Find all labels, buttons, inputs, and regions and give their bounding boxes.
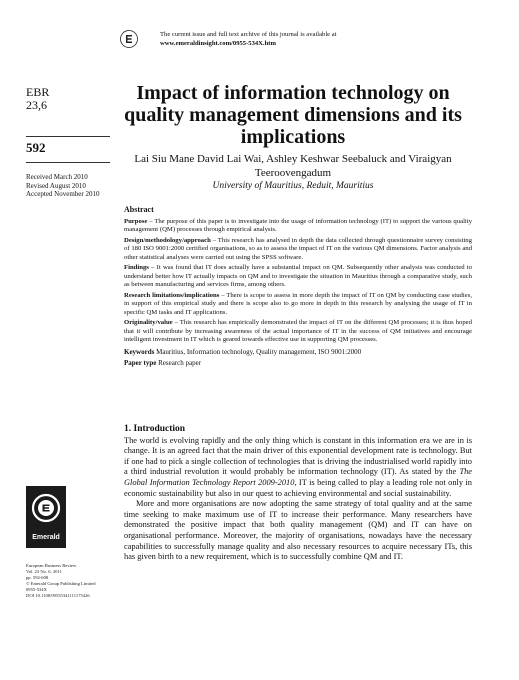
design-text: – This research has analysed in depth the data collected through questionnaire survey consisting of 180 ISO 9001:2000 certified organisations, so as to assess the impact of IT on the various QM dimensions. Factor analysis and other statistical analyses were carried out using the SPSS software. xyxy=(124,236,472,261)
journal-banner xyxy=(120,30,420,52)
abstract-findings xyxy=(124,264,472,290)
banner-text: The current issue and full text archive of this journal is available at xyxy=(160,31,337,38)
emerald-logo xyxy=(26,486,66,548)
affiliation: University of Mauritius, Reduit, Mauritius xyxy=(212,181,374,191)
issn: 0955-534X xyxy=(26,587,47,592)
citation-footer xyxy=(26,563,121,599)
copyright: © Emerald Group Publishing Limited xyxy=(26,581,96,586)
abstract-limitations xyxy=(124,292,472,318)
paper-type-text: Research paper xyxy=(156,359,202,367)
page-number: 592 xyxy=(26,140,46,155)
emerald-logo-text: Emerald xyxy=(32,534,60,541)
authors: Lai Siu Mane David Lai Wai, Ashley Keshwar Seebaluck and Viraigyan Teeroovengadum xyxy=(134,153,452,179)
findings-text: – It was found that IT does actually have a substantial impact on QM. Subsequently other analysis was conducted to understand better how IT actually impacts on QM and to investigate the situation in Mauritius through a comparative study, such as between manufacturing and services firms, among others. xyxy=(124,264,472,288)
paper-type xyxy=(124,359,472,368)
intro-paragraph-1 xyxy=(124,436,472,500)
intro-p1-text-cont: , IT is being called to play a leading role not only in economic sustainability but also in our quest to achieving environmental and social sustainability. xyxy=(124,477,472,498)
keywords-text: Mauritius, Information technology, Quality management, ISO 9001:2000 xyxy=(154,347,362,356)
doi[interactable]: DOI 10.1108/09555341111175426 xyxy=(26,593,90,598)
emerald-small-logo-icon xyxy=(120,30,138,48)
purpose-label: Purpose xyxy=(124,217,148,225)
abstract-design xyxy=(124,237,472,263)
limitations-label: Research limitations/implications xyxy=(124,291,220,299)
page-range: pp. 592-608 xyxy=(26,575,49,580)
intro-p1-text: The world is evolving rapidly and the only thing which is constant in this information era we are in is change. It is an agreed fact that the main driver of this exponential development rate is technology. But if one had to pick a single collection of technologies that is driving the industrialised world rapidly into a third industrial revolution it would probably be information technology (IT). As stated by the xyxy=(124,435,472,477)
paper-type-label: Paper type xyxy=(124,359,157,367)
journal-abbrev: EBR xyxy=(26,85,50,99)
revised-date: Revised August 2010 xyxy=(26,181,86,190)
divider xyxy=(26,136,110,137)
abstract xyxy=(124,206,472,370)
findings-label: Findings xyxy=(124,264,149,271)
design-label: Design/methodology/approach xyxy=(124,236,211,244)
keywords-label: Keywords xyxy=(124,347,155,356)
banner-url[interactable]: www.emeraldinsight.com/0955-534X.htm xyxy=(160,40,276,47)
purpose-text: – The purpose of this paper is to investigate into the usage of information technology (IT) to support the various quality management (QM) processes through empirical analysis. xyxy=(124,217,472,233)
originality-label: Originality/value xyxy=(124,319,173,326)
divider xyxy=(26,162,110,163)
paper-title: Impact of information technology on quality management dimensions and its implications xyxy=(124,82,462,148)
abstract-originality xyxy=(124,319,472,345)
introduction-section xyxy=(124,424,472,563)
report-title: The Global Information Technology Report 2009-2010 xyxy=(124,467,472,487)
intro-paragraph-2: More and more organisations are now adopting the same strategy of total quality and at the same time seeking to make maximum use of IT to increase their performance. Many researchers have demonstrated the positive impact that both quality management (QM) and IT can have on organisational performance. Moreover, the majority of organisations, nowadays have the necessary capabilities to successfully manage quality and also necessary resources to acquire necessary ITs, this has given birth to a new requirement, which is to successfully combine QM and IT. xyxy=(124,499,472,562)
abstract-purpose xyxy=(124,218,472,235)
originality-text: – This research has empirically demonstrated the impact of IT on the different QM processes; it is thus hoped that it will contribute by increasing awareness of the actual importance of IT in the success of QM initiatives and encourage intelligent investment in IT which is geared towards effective use in supporting QM processes. xyxy=(124,319,472,343)
journal-volume xyxy=(26,86,49,112)
emerald-logo-icon xyxy=(26,486,66,548)
journal-name: European Business Review xyxy=(26,563,77,568)
volume-issue: Vol. 23 No. 6, 2011 xyxy=(26,569,62,574)
history-dates xyxy=(26,173,99,199)
abstract-heading: Abstract xyxy=(124,205,154,214)
accepted-date: Accepted November 2010 xyxy=(26,190,100,199)
received-date: Received March 2010 xyxy=(26,173,88,181)
journal-volume-number: 23,6 xyxy=(26,98,47,112)
section-heading: 1. Introduction xyxy=(124,424,186,434)
keywords xyxy=(124,348,472,357)
limitations-text: – There is scope to assess in more depth the impact of IT on QM by conducting case studies, in support of this empirical study and there is scope also to go more in depth in this research by analysing the usage of IT in specific QM tasks and IT applications. xyxy=(124,291,472,316)
